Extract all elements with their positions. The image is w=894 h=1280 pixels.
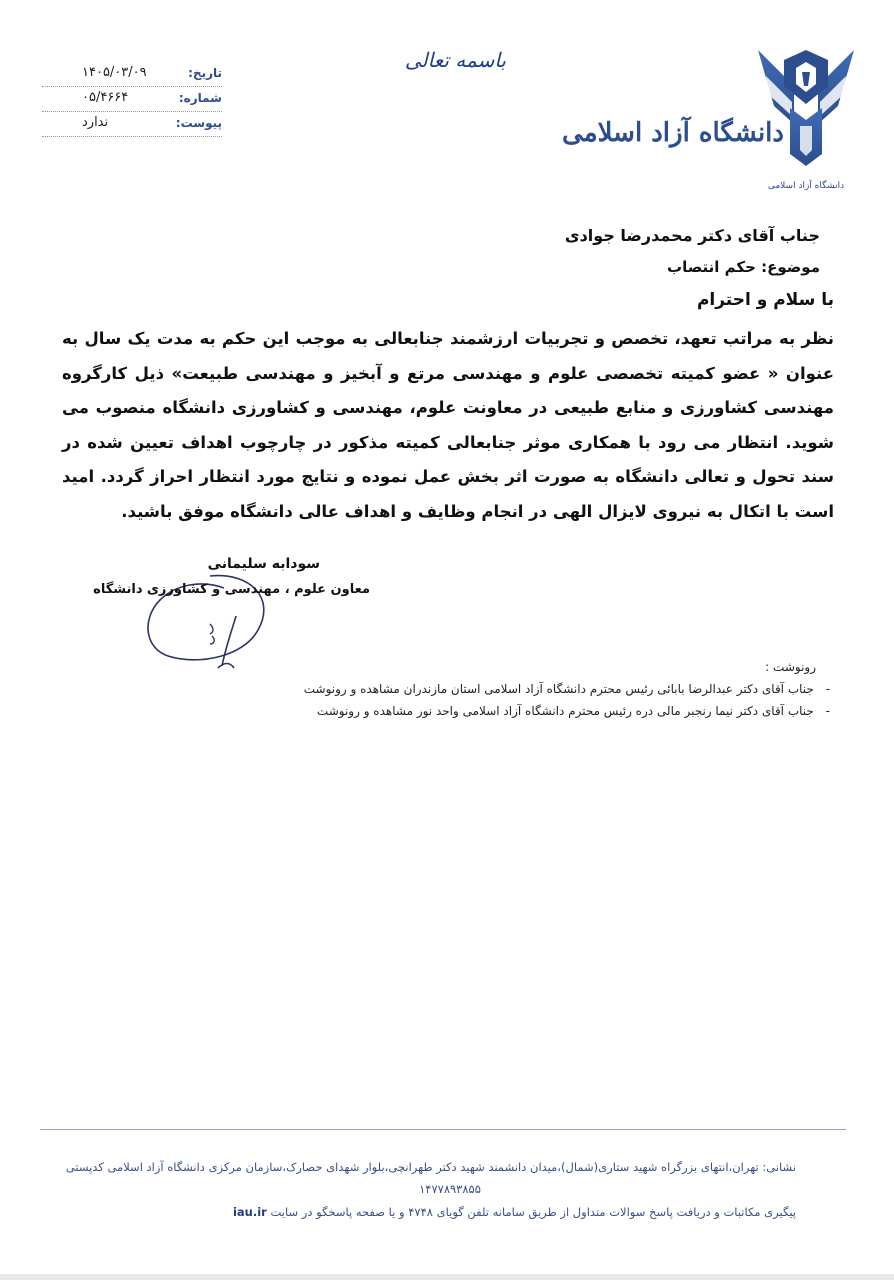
subject-line: موضوع: حکم انتصاب (667, 258, 820, 276)
letter-metadata (42, 64, 222, 139)
footer-postal-code: ۱۴۷۷۸۹۳۸۵۵ (419, 1182, 481, 1196)
date-value: ۱۴۰۵/۰۳/۰۹ (82, 65, 147, 80)
signatory-title: معاون علوم ، مهندسی و کشاورزی دانشگاه (93, 582, 370, 597)
date-label: تاریخ: (188, 66, 222, 80)
footer-site-link[interactable]: iau.ir (232, 1205, 267, 1219)
number-row (42, 89, 222, 112)
footer-divider (40, 1129, 846, 1130)
page-bottom-band (0, 1274, 894, 1280)
attachment-value: ندارد (82, 115, 109, 130)
footer-tracking-text: پیگیری مکاتبات و دریافت پاسخ سوالات متداول از طریق سامانه تلفن گویای ۴۷۴۸ و یا صفحه پاسخگو در سایت (270, 1205, 796, 1219)
attachment-label: پیوست: (175, 116, 222, 130)
date-row (42, 64, 222, 87)
footer-address: نشانی: تهران،انتهای بزرگراه شهید ستاری(شمال)،میدان دانشمند شهید دکتر طهرانچی،بلوار شهدای حصارک،سازمان مرکزی دانشگاه آزاد اسلامی کدپستی (65, 1160, 796, 1174)
cc-item-text: جناب آقای دکتر عبدالرضا بابائی رئیس محترم دانشگاه آزاد اسلامی استان مازندران مشاهده و رونوشت (303, 682, 814, 696)
cc-title: رونوشت : (765, 660, 816, 674)
number-value: ۰۵/۴۶۶۴ (82, 90, 129, 105)
emblem-caption: دانشگاه آزاد اسلامی (767, 181, 845, 191)
number-label: شماره: (178, 91, 222, 105)
footer-tracking (90, 1205, 796, 1219)
cc-dash: - (825, 682, 830, 696)
letter-body: نظر به مراتب تعهد، تخصص و تجربیات ارزشمند جنابعالی به موجب این حکم به مدت یک سال به عنوان « عضو کمیته تخصصی علوم و مهندسی مرتع و آبخیز و مهندسی طبیعت» ذیل کارگروه مهندسی کشاورزی و منابع طبیعی در معاونت علوم، مهندسی و کشاورزی دانشگاه منصوب می شوید. انتظار می رود با همکاری موثر جنابعالی کمیته مذکور در چارچوب اهداف تعیین شده در سند تحول و تعالی دانشگاه به صورت اثر بخش عمل نموده و نتایج مورد انتظار احراز گردد. امید است با اتکال به نیروی لایزال الهی در انجام وظایف و اهداف عالی دانشگاه موفق باشید. (62, 329, 834, 521)
bismillah-header: باسمه تعالی (404, 48, 506, 72)
university-name: دانشگاه آزاد اسلامی (562, 118, 784, 148)
cc-item-text: جناب آقای دکتر نیما رنجبر مالی دره رئیس محترم دانشگاه آزاد اسلامی واحد نور مشاهده و رونوشت (316, 704, 814, 718)
cc-item (290, 682, 830, 696)
cc-item (290, 704, 830, 718)
greeting: با سلام و احترام (696, 290, 834, 310)
cc-dash: - (825, 704, 830, 718)
signatory-name: سودابه سلیمانی (207, 556, 320, 572)
cc-list (290, 660, 830, 726)
attachment-row (42, 114, 222, 137)
recipient: جناب آقای دکتر محمدرضا جوادی (564, 226, 820, 245)
